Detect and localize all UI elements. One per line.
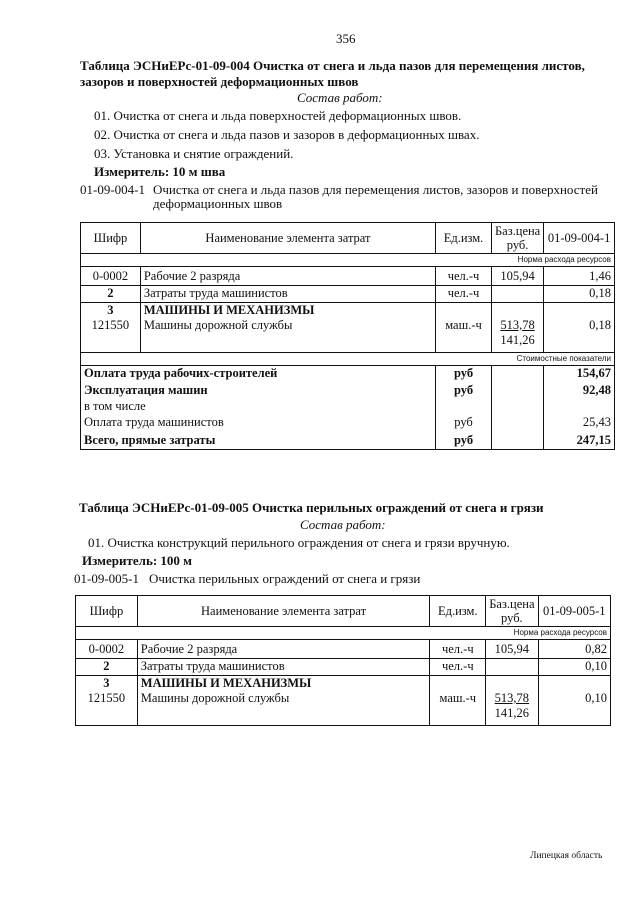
header-price-line2: руб.: [501, 611, 523, 625]
row-code: 2: [81, 286, 141, 303]
meter-label: Измеритель: 10 м шва: [94, 164, 226, 179]
header-code: Шифр: [76, 596, 138, 627]
header-price: [491, 223, 543, 254]
summary-total-value: 247,15: [544, 433, 615, 449]
row-code: 0-0002: [76, 640, 138, 659]
row-name: Затраты труда машинистов: [140, 286, 435, 303]
row-value: 0,10: [538, 691, 611, 725]
summary-unit: руб: [436, 433, 492, 449]
row-group-name: МАШИНЫ И МЕХАНИЗМЫ: [140, 303, 435, 319]
row-code: 2: [76, 659, 138, 676]
row-code: 121550: [76, 691, 138, 725]
row-price: [486, 691, 538, 725]
summary-total-name: Всего, прямые затраты: [81, 433, 436, 449]
works-heading: Состав работ:: [300, 517, 386, 532]
item-description: Очистка перильных ограждений от снега и грязи: [149, 571, 421, 586]
row-price: [486, 659, 538, 676]
work-item: 01. Очистка конструкций перильного ограждения от снега и грязи вручную.: [88, 535, 510, 550]
row-price: 105,94: [486, 640, 538, 659]
resource-table-1: [80, 222, 615, 450]
row-unit: чел.-ч: [436, 267, 492, 286]
row-price: [491, 318, 543, 352]
footer-region: Липецкая область: [530, 851, 603, 861]
norm-label: Норма расхода ресурсов: [81, 254, 615, 267]
header-price-line1: Баз.цена: [494, 224, 541, 238]
summary-name: в том числе: [81, 399, 436, 415]
item-code: 01-09-004-1: [80, 182, 145, 197]
row-name: Затраты труда машинистов: [137, 659, 430, 676]
meter-label: Измеритель: 100 м: [82, 553, 193, 568]
header-norm-code: 01-09-005-1: [538, 596, 611, 627]
row-unit: чел.-ч: [430, 640, 486, 659]
summary-unit: руб: [436, 415, 492, 433]
row-unit: чел.-ч: [436, 286, 492, 303]
row-code: 3: [81, 303, 141, 319]
header-price-line2: руб.: [506, 238, 529, 252]
row-unit: чел.-ч: [430, 659, 486, 676]
row-group-name: МАШИНЫ И МЕХАНИЗМЫ: [137, 676, 430, 692]
item-description-cont: деформационных швов: [153, 196, 283, 211]
row-value: 0,18: [544, 286, 615, 303]
item-code: 01-09-005-1: [74, 571, 139, 586]
summary-value: 154,67: [544, 365, 615, 383]
summary-name: Оплата труда машинистов: [81, 415, 436, 433]
table2-caption: Таблица ЭСНиЕРс-01-09-005 Очистка перильных ограждений от снега и грязи: [79, 500, 544, 515]
summary-value: 25,43: [544, 415, 615, 433]
item-description: Очистка от снега и льда пазов для перемещения листов, зазоров и поверхностей: [153, 182, 598, 197]
works-heading: Состав работ:: [297, 90, 383, 105]
cost-label: Стоимостные показатели: [81, 352, 615, 365]
header-code: Шифр: [81, 223, 141, 254]
row-price: 105,94: [491, 267, 543, 286]
row-code: 0-0002: [81, 267, 141, 286]
work-item: 02. Очистка от снега и льда пазов и зазоров в деформационных швах.: [94, 127, 480, 142]
summary-value: 92,48: [544, 383, 615, 399]
header-price-line1: Баз.цена: [489, 597, 535, 611]
header-unit: Ед.изм.: [436, 223, 492, 254]
row-unit: маш.-ч: [430, 691, 486, 725]
page-number: 356: [336, 31, 356, 46]
summary-unit: руб: [436, 365, 492, 383]
norm-label: Норма расхода ресурсов: [76, 627, 611, 640]
row-price-wage: 141,26: [500, 333, 535, 347]
summary-name: Оплата труда рабочих-строителей: [81, 365, 436, 383]
work-item: 01. Очистка от снега и льда поверхностей деформационных швов.: [94, 108, 462, 123]
row-value: 1,46: [544, 267, 615, 286]
header-norm-code: 01-09-004-1: [544, 223, 615, 254]
header-price: [486, 596, 538, 627]
row-name: Рабочие 2 разряда: [137, 640, 430, 659]
table1-caption-cont: зазоров и поверхностей деформационных швов: [80, 74, 359, 89]
table1-caption: Таблица ЭСНиЕРс-01-09-004 Очистка от снега и льда пазов для перемещения листов,: [80, 58, 585, 73]
row-price-current: 513,78: [494, 691, 530, 705]
row-name: Машины дорожной службы: [137, 691, 430, 725]
row-code: 121550: [81, 318, 141, 352]
header-name: Наименование элемента затрат: [140, 223, 435, 254]
header-unit: Ед.изм.: [430, 596, 486, 627]
summary-unit: руб: [436, 383, 492, 399]
row-name: Рабочие 2 разряда: [140, 267, 435, 286]
row-value: 0,18: [544, 318, 615, 352]
header-name: Наименование элемента затрат: [137, 596, 430, 627]
row-value: 0,10: [538, 659, 611, 676]
row-value: 0,82: [538, 640, 611, 659]
row-price-current: 513,78: [500, 318, 535, 332]
row-price: [491, 286, 543, 303]
work-item: 03. Установка и снятие ограждений.: [94, 146, 294, 161]
row-code: 3: [76, 676, 138, 692]
row-unit: маш.-ч: [436, 318, 492, 352]
summary-name: Эксплуатация машин: [81, 383, 436, 399]
row-price-wage: 141,26: [494, 706, 530, 720]
resource-table-2: [75, 595, 611, 726]
row-name: Машины дорожной службы: [140, 318, 435, 352]
